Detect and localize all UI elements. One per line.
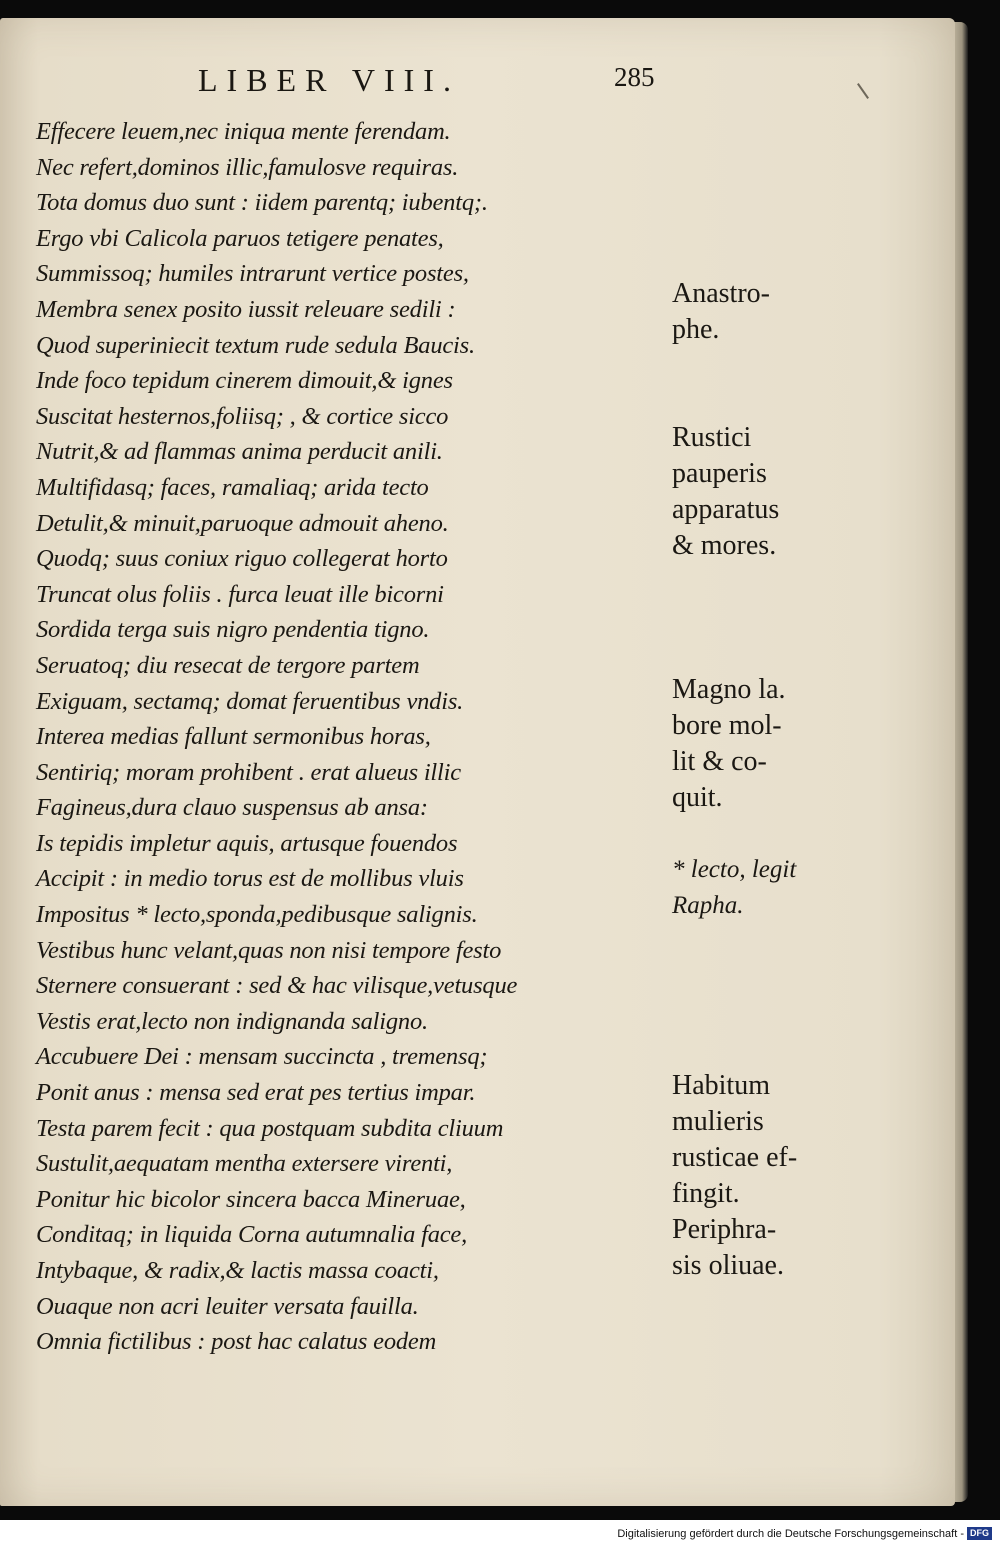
note-line: lit & co- [672,746,767,777]
note-line: Habitum [672,1070,770,1101]
funding-credit: Digitalisierung gefördert durch die Deutsche Forschungsgemeinschaft - [617,1528,964,1540]
note-line: Magno la. [672,674,786,705]
verse-line: Nec refert,dominos illic,famulosve requiras. [36,153,459,181]
marginal-note-anastrophe [672,276,770,348]
note-line: Rustici [672,422,752,453]
note-line: fingit. [672,1178,740,1209]
verse-line: Sternere consuerant : sed & hac vilisque,vetusque [36,972,518,1000]
verse-line: Accubuere Dei : mensam succincta , tremensq; [36,1043,488,1071]
verse-line: Sustulit,aequatam mentha extersere virenti, [36,1150,453,1178]
note-line: sis oliuae. [672,1250,784,1281]
verse-line: Fagineus,dura clauo suspensus ab ansa: [36,794,428,822]
running-title: LIBER VIII. [198,62,460,98]
verse-line: Quod superiniecit textum rude sedula Baucis. [36,331,475,359]
verse-line: Conditaq; in liquida Corna autumnalia face, [36,1221,468,1249]
note-line: Rapha. [672,892,744,919]
verse-line: Vestis erat,lecto non indignanda saligno. [36,1007,428,1035]
note-line: apparatus [672,494,780,525]
verse-line: Detulit,& minuit,paruoque admouit aheno. [36,509,449,537]
verse-line: Exiguam, sectamq; domat feruentibus vndis. [36,687,464,715]
note-line: quit. [672,782,723,813]
verse-line: Testa parem fecit : qua postquam subdita cliuum [36,1114,504,1142]
verse-line: Quodq; suus coniux riguo collegerat horto [36,545,448,573]
verse-line: Seruatoq; diu resecat de tergore partem [36,651,420,679]
folio-number: 285 [614,62,655,92]
verse-line: Effecere leuem,nec iniqua mente ferendam. [36,118,451,145]
verse-line: Summissoq; humiles intrarunt vertice postes, [36,260,469,288]
verse-line: Ponitur hic bicolor sincera bacca Mineruae, [36,1185,466,1213]
dfg-logo: DFG [967,1527,992,1540]
note-line: pauperis [672,458,767,489]
verse-line: Membra senex posito iussit releuare sedili : [36,295,456,323]
marginal-note-magno-labore [672,672,786,816]
verse-line: Impositus * lecto,sponda,pedibusque salignis. [36,901,478,929]
verse-line: Vestibus hunc velant,quas non nisi tempore festo [36,936,502,964]
verse-line: Tota domus duo sunt : iidem parentq; iubentq;. [36,189,488,217]
note-line: * lecto, legit [672,856,797,883]
verse-line: Ergo vbi Calicola paruos tetigere penates, [36,224,444,252]
note-line: Periphra- [672,1214,777,1245]
note-line: Anastro- [672,278,770,309]
verse-line: Sentiriq; moram prohibent . erat alueus illic [36,758,461,786]
verse-line: Ponit anus : mensa sed erat pes tertius impar. [36,1079,476,1107]
note-line: mulieris [672,1106,764,1137]
footer-bar [0,1520,1000,1547]
verse-line: Ouaque non acri leuiter versata fauilla. [36,1292,419,1320]
verse-column [36,114,636,1360]
verse-line: Sordida terga suis nigro pendentia tigno. [36,616,430,644]
verse-line: Truncat olus foliis . furca leuat ille bicorni [36,580,444,608]
note-line: phe. [672,314,720,345]
verse-line: Inde foco tepidum cinerem dimouit,& ignes [36,367,453,395]
verse-line: Is tepidis impletur aquis, artusque fouendos [36,829,458,857]
marginal-note-lecto-variant [672,852,796,924]
marginal-note-habitum [672,1068,797,1284]
verse-line: Nutrit,& ad flammas anima perducit anili. [36,438,443,466]
verse-line: Intybaque, & radix,& lactis massa coacti, [36,1257,439,1284]
verse-line: Suscitat hesternos,foliisq; , & cortice sicco [36,402,449,430]
note-line: & mores. [672,530,777,561]
verse-line: Accipit : in medio torus est de mollibus vluis [36,865,464,893]
note-line: bore mol- [672,710,782,741]
verse-line: Omnia fictilibus : post hac calatus eodem [36,1328,437,1356]
verse-line: Multifidasq; faces, ramaliaq; arida tecto [36,473,429,501]
marginal-note-rustici [672,420,779,564]
note-line: rusticae ef- [672,1142,798,1173]
verse-line: Interea medias fallunt sermonibus horas, [36,723,431,751]
